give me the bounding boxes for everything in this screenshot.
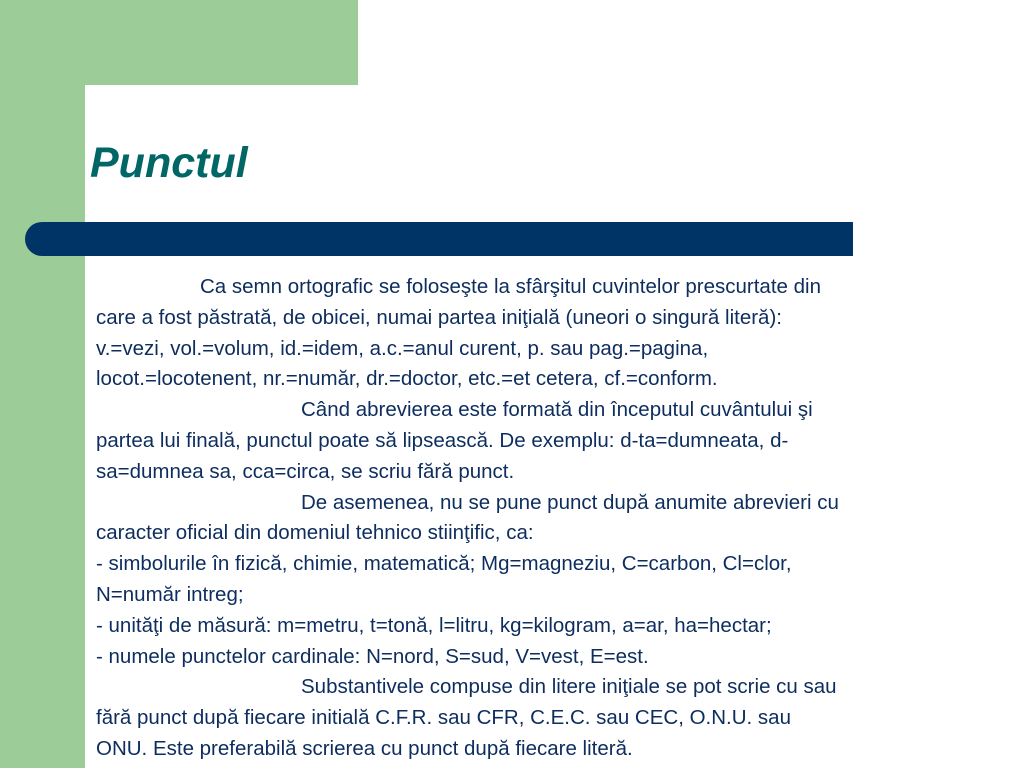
body-line: caracter oficial din domeniul tehnico stiinţific, ca: [96, 521, 534, 545]
body-line: - numele punctelor cardinale: N=nord, S=sud, V=vest, E=est. [96, 644, 649, 668]
body-line: locot.=locotenent, nr.=număr, dr.=doctor, etc.=et cetera, cf.=conform. [96, 367, 718, 391]
body-line: Ca semn ortografic se foloseşte la sfârşitul cuvintelor prescurtate din [200, 275, 821, 298]
body-line: Când abrevierea este formată din începutul cuvântului şi [301, 398, 813, 422]
slide-title: Punctul [90, 139, 248, 187]
slide-body [96, 272, 986, 765]
body-line: fără punct după fiecare initială C.F.R. sau CFR, C.E.C. sau CEC, O.N.U. sau [96, 706, 791, 730]
green-left-strip [0, 0, 85, 768]
body-line: partea lui finală, punctul poate să lipsească. De exemplu: d-ta=dumneata, d- [96, 428, 789, 452]
body-line: De asemenea, nu se pune punct după anumite abrevieri cu [301, 490, 839, 514]
body-line: v.=vezi, vol.=volum, id.=idem, a.c.=anul curent, p. sau pag.=pagina, [96, 336, 709, 360]
body-line: care a fost păstrată, de obicei, numai partea iniţială (uneori o singură literă): [96, 305, 782, 329]
title-underline-bar [25, 222, 853, 256]
body-line: sa=dumnea sa, cca=circa, se scriu fără punct. [96, 459, 515, 483]
body-line: N=număr intreg; [96, 582, 244, 606]
body-line: - simbolurile în fizică, chimie, matematică; Mg=magneziu, C=carbon, Cl=clor, [96, 552, 792, 576]
body-line: - unităţi de măsură: m=metru, t=tonă, l=litru, kg=kilogram, a=ar, ha=hectar; [96, 613, 772, 637]
body-line: ONU. Este preferabilă scrierea cu punct după fiecare literă. [96, 736, 633, 760]
body-line: Substantivele compuse din litere iniţiale se pot scrie cu sau [301, 675, 837, 699]
